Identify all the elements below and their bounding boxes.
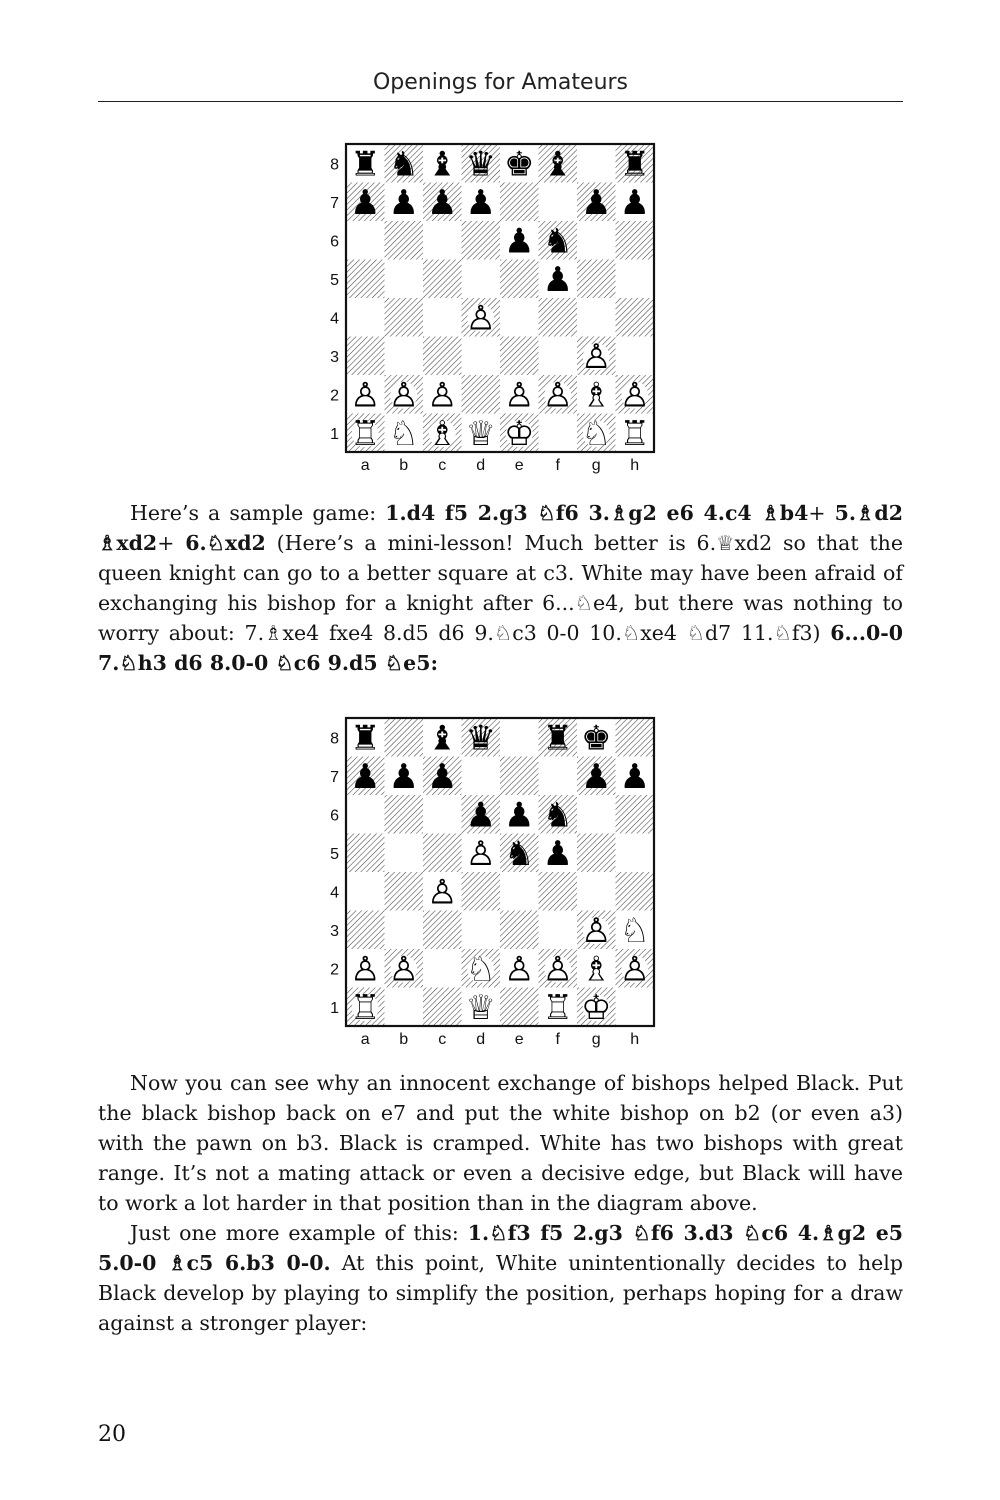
black-queen-icon [466, 718, 496, 758]
white-pawn-icon [504, 949, 534, 989]
dark-square [346, 260, 385, 299]
dark-square [500, 911, 539, 950]
svg-text:♙: ♙ [542, 949, 573, 990]
black-pawn-icon [504, 221, 534, 261]
black-rook-icon [543, 718, 573, 758]
white-knight-icon [389, 414, 419, 454]
svg-text:♙: ♙ [388, 375, 419, 416]
svg-text:♙: ♙ [542, 375, 573, 416]
dark-square [616, 221, 655, 260]
dark-square [423, 911, 462, 950]
rank-label: 4 [330, 884, 339, 902]
svg-text:♙: ♙ [388, 949, 419, 990]
dark-square [616, 718, 655, 757]
svg-text:♙: ♙ [350, 375, 381, 416]
svg-text:♙: ♙ [581, 336, 612, 377]
svg-text:♟: ♟ [427, 756, 458, 797]
svg-text:♔: ♔ [504, 413, 535, 454]
white-queen-icon [466, 988, 496, 1028]
dark-square [423, 337, 462, 376]
svg-text:♔: ♔ [581, 987, 612, 1028]
black-pawn-icon [504, 795, 534, 835]
white-pawn-icon [427, 872, 457, 912]
black-queen-icon [466, 144, 496, 184]
black-knight-icon [543, 221, 573, 261]
rank-label: 6 [330, 807, 339, 825]
rank-label: 5 [330, 845, 339, 863]
file-label: a [360, 1031, 370, 1048]
svg-text:♟: ♟ [581, 756, 612, 797]
white-king-icon [504, 414, 534, 454]
svg-text:♗: ♗ [427, 413, 458, 454]
svg-text:♚: ♚ [504, 144, 535, 185]
file-label: g [591, 1031, 601, 1048]
white-rook-icon [543, 988, 573, 1028]
dark-square [385, 795, 424, 834]
rank-label: 1 [330, 999, 339, 1017]
svg-text:♙: ♙ [427, 872, 458, 913]
paragraph-commentary: Now you can see why an innocent exchange of bishops helped Black. Put the black bishop back on e7 and put the white bishop on b2 (or even a3) with the pawn on b3. Black is cramped. White has two bishops with great range. It’s not a mating attack or even a decisive edge, but Black will have to work a lot harder in that position than in the diagram above. [98, 1071, 903, 1215]
paragraph-game-1: Here’s a sample game: 1.d4 f5 2.g3 ♘f6 3.♗g2 e6 4.c4 ♗b4+ 5.♗d2 ♗xd2+ 6.♘xd2 (Here’s a mini-lesson! Much better is 6.♕xd2 so that the queen knight can go to a better square at c3. White may have been afraid of exchanging his bishop for a knight after 6...♘e4, but there was nothing to worry about: 7.♗xe4 fxe4 8.d5 d6 9.♘c3 0-0 10.♘xe4 ♘d7 11.♘f3) 6...0-0 7.♘h3 d6 8.0-0 ♘c6 9.d5 ♘e5: [98, 501, 903, 675]
svg-text:♟: ♟ [388, 182, 419, 223]
dark-square [616, 298, 655, 337]
white-bishop-icon [427, 414, 457, 454]
svg-text:♙: ♙ [350, 949, 381, 990]
file-label: d [476, 457, 486, 474]
dark-square [385, 718, 424, 757]
svg-text:♟: ♟ [465, 795, 496, 836]
svg-text:♟: ♟ [542, 833, 573, 874]
svg-text:♜: ♜ [542, 718, 573, 759]
rank-label: 6 [330, 233, 339, 251]
page-number: 20 [98, 1422, 126, 1447]
dark-square [500, 757, 539, 796]
dark-square [462, 221, 501, 260]
white-rook-icon [620, 414, 650, 454]
svg-text:♖: ♖ [542, 987, 573, 1028]
white-pawn-icon [543, 949, 573, 989]
file-label: h [630, 457, 640, 474]
svg-text:♟: ♟ [350, 756, 381, 797]
svg-text:♕: ♕ [465, 987, 496, 1028]
file-label: a [360, 457, 370, 474]
black-pawn-icon [581, 183, 611, 223]
file-label: b [399, 1031, 409, 1048]
dark-square [423, 988, 462, 1027]
black-king-icon [504, 144, 534, 184]
white-rook-icon [350, 414, 380, 454]
dark-square [539, 298, 578, 337]
white-pawn-icon [389, 949, 419, 989]
dark-square [500, 337, 539, 376]
white-rook-icon [350, 988, 380, 1028]
svg-text:♟: ♟ [542, 259, 573, 300]
svg-text:♝: ♝ [427, 144, 458, 185]
svg-text:♙: ♙ [427, 375, 458, 416]
svg-text:♘: ♘ [465, 949, 496, 990]
rank-label: 2 [330, 961, 339, 979]
svg-text:♜: ♜ [619, 144, 650, 185]
black-pawn-icon [466, 795, 496, 835]
dark-square [500, 260, 539, 299]
svg-text:♝: ♝ [427, 718, 458, 759]
black-pawn-icon [389, 757, 419, 797]
white-bishop-icon [581, 949, 611, 989]
white-bishop-icon [581, 375, 611, 415]
svg-text:♙: ♙ [619, 949, 650, 990]
black-knight-icon [543, 795, 573, 835]
file-label: f [555, 457, 560, 474]
black-rook-icon [620, 144, 650, 184]
svg-text:♟: ♟ [581, 182, 612, 223]
svg-text:♜: ♜ [350, 144, 381, 185]
dark-square [346, 834, 385, 873]
black-pawn-icon [350, 183, 380, 223]
dark-square [423, 834, 462, 873]
file-label: f [555, 1031, 560, 1048]
white-knight-icon [620, 911, 650, 951]
white-queen-icon [466, 414, 496, 454]
svg-text:♗: ♗ [581, 949, 612, 990]
dark-square [462, 872, 501, 911]
rank-label: 5 [330, 271, 339, 289]
black-pawn-icon [427, 183, 457, 223]
black-pawn-icon [350, 757, 380, 797]
dark-square [616, 795, 655, 834]
white-pawn-icon [581, 911, 611, 951]
dark-square [385, 872, 424, 911]
black-king-icon [581, 718, 611, 758]
svg-text:♖: ♖ [619, 413, 650, 454]
svg-text:♞: ♞ [542, 795, 573, 836]
svg-text:♙: ♙ [581, 910, 612, 951]
white-pawn-icon [466, 834, 496, 874]
svg-text:♟: ♟ [619, 756, 650, 797]
paragraph-game-2: Just one more example of this: 1.♘f3 f5 2.g3 ♘f6 3.d3 ♘c6 4.♗g2 e5 5.0-0 ♗c5 6.b3 0-0. At this point, White unintentionally decides to help Black develop by playing to simplify the position, perhaps hoping for a draw against a stronger player: [98, 1221, 904, 1335]
black-knight-icon [504, 834, 534, 874]
dark-square [346, 337, 385, 376]
svg-text:♟: ♟ [465, 182, 496, 223]
black-pawn-icon [620, 183, 650, 223]
svg-text:♚: ♚ [581, 718, 612, 759]
rank-label: 3 [330, 922, 339, 940]
svg-text:♖: ♖ [350, 413, 381, 454]
svg-text:♙: ♙ [465, 833, 496, 874]
rank-label: 4 [330, 310, 339, 328]
chess-board-svg [326, 714, 668, 1056]
white-pawn-icon [389, 375, 419, 415]
white-pawn-icon [350, 949, 380, 989]
white-pawn-icon [620, 375, 650, 415]
dark-square [577, 834, 616, 873]
svg-text:♟: ♟ [619, 182, 650, 223]
svg-text:♟: ♟ [427, 182, 458, 223]
svg-text:♘: ♘ [388, 413, 419, 454]
svg-text:♟: ♟ [504, 221, 535, 262]
white-pawn-icon [350, 375, 380, 415]
svg-text:♞: ♞ [504, 833, 535, 874]
file-label: h [630, 1031, 640, 1048]
svg-text:♛: ♛ [465, 144, 496, 185]
black-pawn-icon [543, 834, 573, 874]
white-pawn-icon [466, 298, 496, 338]
white-pawn-icon [620, 949, 650, 989]
rank-label: 8 [330, 730, 339, 748]
chess-board-svg [326, 140, 668, 482]
dark-square [577, 260, 616, 299]
rank-label: 8 [330, 156, 339, 174]
file-label: c [438, 1031, 447, 1048]
dark-square [539, 872, 578, 911]
rank-label: 7 [330, 194, 339, 212]
white-pawn-icon [543, 375, 573, 415]
black-pawn-icon [427, 757, 457, 797]
header-rule [98, 101, 903, 102]
black-rook-icon [350, 144, 380, 184]
chess-diagram-2 [326, 714, 668, 1056]
black-bishop-icon [427, 144, 457, 184]
white-knight-icon [466, 949, 496, 989]
svg-text:♘: ♘ [581, 413, 612, 454]
dark-square [346, 911, 385, 950]
svg-text:♙: ♙ [619, 375, 650, 416]
file-label: e [514, 1031, 524, 1048]
black-pawn-icon [466, 183, 496, 223]
svg-text:♖: ♖ [350, 987, 381, 1028]
rank-label: 2 [330, 387, 339, 405]
svg-text:♘: ♘ [619, 910, 650, 951]
chess-diagram-1 [326, 140, 668, 482]
svg-text:♗: ♗ [581, 375, 612, 416]
dark-square [423, 260, 462, 299]
white-pawn-icon [581, 337, 611, 377]
rank-label: 3 [330, 348, 339, 366]
svg-text:♞: ♞ [388, 144, 419, 185]
svg-text:♛: ♛ [465, 718, 496, 759]
black-pawn-icon [581, 757, 611, 797]
dark-square [385, 221, 424, 260]
dark-square [462, 375, 501, 414]
black-pawn-icon [389, 183, 419, 223]
rank-label: 1 [330, 425, 339, 443]
white-pawn-icon [504, 375, 534, 415]
black-bishop-icon [543, 144, 573, 184]
file-label: b [399, 457, 409, 474]
svg-text:♕: ♕ [465, 413, 496, 454]
svg-text:♟: ♟ [350, 182, 381, 223]
white-pawn-icon [427, 375, 457, 415]
svg-text:♙: ♙ [465, 298, 496, 339]
svg-text:♞: ♞ [542, 221, 573, 262]
black-pawn-icon [543, 260, 573, 300]
black-knight-icon [389, 144, 419, 184]
svg-text:♟: ♟ [504, 795, 535, 836]
file-label: d [476, 1031, 486, 1048]
file-label: e [514, 457, 524, 474]
svg-text:♝: ♝ [542, 144, 573, 185]
black-bishop-icon [427, 718, 457, 758]
dark-square [616, 872, 655, 911]
white-knight-icon [581, 414, 611, 454]
file-label: g [591, 457, 601, 474]
black-rook-icon [350, 718, 380, 758]
white-king-icon [581, 988, 611, 1028]
dark-square [500, 988, 539, 1027]
dark-square [500, 183, 539, 222]
black-pawn-icon [620, 757, 650, 797]
svg-text:♜: ♜ [350, 718, 381, 759]
file-label: c [438, 457, 447, 474]
running-title: Openings for Amateurs [372, 70, 629, 95]
svg-text:♙: ♙ [504, 949, 535, 990]
dark-square [385, 298, 424, 337]
rank-label: 7 [330, 768, 339, 786]
svg-text:♟: ♟ [388, 756, 419, 797]
svg-text:♙: ♙ [504, 375, 535, 416]
